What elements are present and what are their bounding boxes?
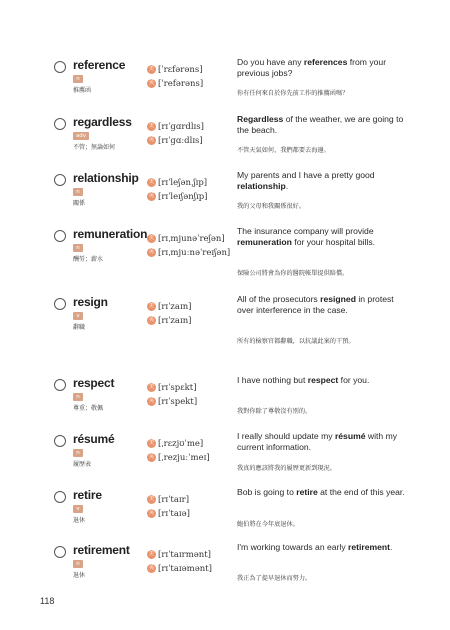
headword: respect <box>73 376 115 390</box>
page-number: 118 <box>40 596 55 606</box>
ipa-us: [rɪˈzaɪn] <box>158 301 192 312</box>
sentence-end: of the weather, we are going to the beach. <box>237 114 404 135</box>
us-audio-icon[interactable]: 美 <box>148 66 155 72</box>
ipa-uk: [ˈrefərəns] <box>158 78 204 89</box>
checkbox-circle[interactable] <box>54 298 66 310</box>
ipa-us: [rɪˈtaɪrmənt] <box>158 549 211 560</box>
example-translation: 我真的應該將我的履歷更新到現況。 <box>237 465 336 472</box>
headword: relationship <box>73 171 139 185</box>
part-of-speech-badge: n <box>73 244 83 252</box>
ipa-us: [ˈrɛfərəns] <box>158 64 203 75</box>
sentence-keyword: references <box>303 57 348 67</box>
pronunciation-us <box>147 228 225 244</box>
example-sentence <box>237 542 409 553</box>
uk-audio-icon[interactable]: 英 <box>148 137 155 143</box>
chinese-definition: 尊重；敬佩 <box>73 405 104 412</box>
sentence-end: at the end of this year. <box>317 487 405 497</box>
part-of-speech-badge: n <box>73 75 83 83</box>
ipa-uk: [rɪˈtaɪəmənt] <box>158 563 212 574</box>
sentence-start: All of the prosecutors <box>237 294 321 304</box>
us-audio-icon[interactable]: 美 <box>148 496 155 502</box>
chinese-definition: 關係 <box>73 200 86 207</box>
pronunciation-us <box>147 433 204 449</box>
us-audio-icon[interactable]: 美 <box>148 384 155 390</box>
pronunciation-us <box>147 544 211 560</box>
chinese-definition: 酬勞；薪水 <box>73 256 104 263</box>
sentence-start: Do you have any <box>237 57 304 67</box>
part-of-speech-badge: n <box>73 560 83 568</box>
us-audio-icon[interactable]: 美 <box>148 551 155 557</box>
pronunciation-uk <box>147 447 210 463</box>
part-of-speech-badge: n <box>73 449 83 457</box>
us-audio-icon[interactable]: 美 <box>148 440 155 446</box>
pronunciation-uk <box>147 503 190 519</box>
checkbox-circle[interactable] <box>54 230 66 242</box>
ipa-us: [ˌrɛzjʊˈme] <box>158 438 204 449</box>
ipa-uk: [rɪˈtaɪə] <box>158 508 190 519</box>
sentence-start: I have nothing but <box>237 375 308 385</box>
part-of-speech-badge: v <box>73 505 83 513</box>
part-of-speech-badge: n <box>73 188 83 196</box>
pronunciation-us <box>147 116 204 132</box>
example-sentence <box>237 226 409 248</box>
sentence-end: with my current information. <box>237 431 398 452</box>
sentence-keyword: résumé <box>334 431 366 441</box>
pronunciation-uk <box>147 186 208 202</box>
sentence-end: for your hospital bills. <box>291 237 376 247</box>
sentence-end: from your previous jobs? <box>237 57 387 78</box>
pronunciation-uk <box>147 242 231 258</box>
part-of-speech-badge: adv <box>73 132 89 140</box>
pronunciation-us <box>147 377 197 393</box>
sentence-start: Bob is going to <box>237 487 297 497</box>
checkbox-circle[interactable] <box>54 546 66 558</box>
pronunciation-uk <box>147 73 204 89</box>
chinese-definition: 履歷表 <box>73 461 92 468</box>
uk-audio-icon[interactable]: 英 <box>148 193 155 199</box>
sentence-keyword: retirement <box>348 542 391 552</box>
us-audio-icon[interactable]: 美 <box>148 303 155 309</box>
headword: résumé <box>73 432 115 446</box>
us-audio-icon[interactable]: 美 <box>148 179 155 185</box>
checkbox-circle[interactable] <box>54 174 66 186</box>
uk-audio-icon[interactable]: 英 <box>148 510 155 516</box>
example-sentence <box>237 487 409 498</box>
example-translation: 保險公司將會為你的醫院帳單提供賠償。 <box>237 270 349 277</box>
sentence-keyword: retire <box>296 487 318 497</box>
sentence-end: . <box>390 542 393 552</box>
sentence-start: The insurance company will provide <box>237 226 374 236</box>
uk-audio-icon[interactable]: 英 <box>148 565 155 571</box>
uk-audio-icon[interactable]: 英 <box>148 80 155 86</box>
us-audio-icon[interactable]: 美 <box>148 123 155 129</box>
ipa-uk: [rɪˈzaɪn] <box>158 315 192 326</box>
sentence-keyword: Regardless <box>237 114 284 124</box>
headword: remuneration <box>73 227 148 241</box>
sentence-start: My parents and I have a pretty good <box>237 170 375 180</box>
chinese-definition: 辭職 <box>73 324 86 331</box>
sentence-end: for you. <box>338 375 370 385</box>
headword: retire <box>73 488 102 502</box>
example-translation: 你有任何來自於你先前工作的推薦函嗎？ <box>237 90 349 97</box>
ipa-uk: [rɪˈspekt] <box>158 396 198 407</box>
pronunciation-us <box>147 489 190 505</box>
us-audio-icon[interactable]: 美 <box>148 235 155 241</box>
sentence-start: I'm working towards an early <box>237 542 349 552</box>
headword: reference <box>73 58 126 72</box>
checkbox-circle[interactable] <box>54 435 66 447</box>
sentence-keyword: respect <box>307 375 339 385</box>
ipa-uk: [rɪˌmjuːnəˈreɪʃən] <box>158 247 231 258</box>
ipa-us: [rɪˈtaɪr] <box>158 494 190 505</box>
sentence-keyword: resigned <box>320 294 356 304</box>
ipa-us: [rɪˌmjunəˈreʃən] <box>158 233 225 244</box>
uk-audio-icon[interactable]: 英 <box>148 398 155 404</box>
checkbox-circle[interactable] <box>54 379 66 391</box>
pronunciation-uk <box>147 130 203 146</box>
pronunciation-uk <box>147 391 198 407</box>
uk-audio-icon[interactable]: 英 <box>148 317 155 323</box>
chinese-definition: 不管；無論如何 <box>73 144 116 151</box>
ipa-uk: [rɪˈleɪʃənʃɪp] <box>158 191 208 202</box>
uk-audio-icon[interactable]: 英 <box>148 249 155 255</box>
ipa-uk: [rɪˈgɑːdlɪs] <box>158 135 203 146</box>
part-of-speech-badge: n <box>73 393 83 401</box>
example-sentence <box>237 57 409 79</box>
ipa-us: [rɪˈspɛkt] <box>158 382 197 393</box>
ipa-us: [rɪˈleʃənˌʃɪp] <box>158 177 208 188</box>
headword: resign <box>73 295 108 309</box>
chinese-definition: 退休 <box>73 517 86 524</box>
example-sentence <box>237 170 409 192</box>
sentence-keyword: remuneration <box>237 237 292 247</box>
example-translation: 我正為了提早退休而努力。 <box>237 575 312 582</box>
example-sentence <box>237 375 409 386</box>
example-translation: 鮑伯將在今年底退休。 <box>237 521 299 528</box>
checkbox-circle[interactable] <box>54 118 66 130</box>
sentence-keyword: relationship <box>237 181 286 191</box>
headword: retirement <box>73 543 130 557</box>
example-translation: 我對你除了尊敬沒有別的。 <box>237 408 312 415</box>
sentence-end: . <box>285 181 289 191</box>
example-translation: 不管天氣如何，我們都要去海邊。 <box>237 147 330 154</box>
example-translation: 所有的檢察官都辭職，以抗議此案的干預。 <box>237 338 355 345</box>
checkbox-circle[interactable] <box>54 491 66 503</box>
ipa-us: [rɪˈgɑrdlɪs] <box>158 121 204 132</box>
part-of-speech-badge: v <box>73 312 83 320</box>
chinese-definition: 推薦函 <box>73 87 92 94</box>
pronunciation-us <box>147 296 192 312</box>
sentence-start: I really should update my <box>237 431 335 441</box>
example-translation: 我的父母和我關係很好。 <box>237 203 306 210</box>
sentence-end: in protest over interference in the case. <box>237 294 394 315</box>
pronunciation-us <box>147 172 208 188</box>
headword: regardless <box>73 115 132 129</box>
pronunciation-us <box>147 59 203 75</box>
example-sentence <box>237 114 409 136</box>
example-sentence <box>237 294 409 316</box>
checkbox-circle[interactable] <box>54 61 66 73</box>
pronunciation-uk <box>147 310 192 326</box>
ipa-uk: [ˌrezjuːˈmeɪ] <box>158 452 210 463</box>
uk-audio-icon[interactable]: 英 <box>148 454 155 460</box>
example-sentence <box>237 431 409 453</box>
pronunciation-uk <box>147 558 212 574</box>
chinese-definition: 退休 <box>73 572 86 579</box>
